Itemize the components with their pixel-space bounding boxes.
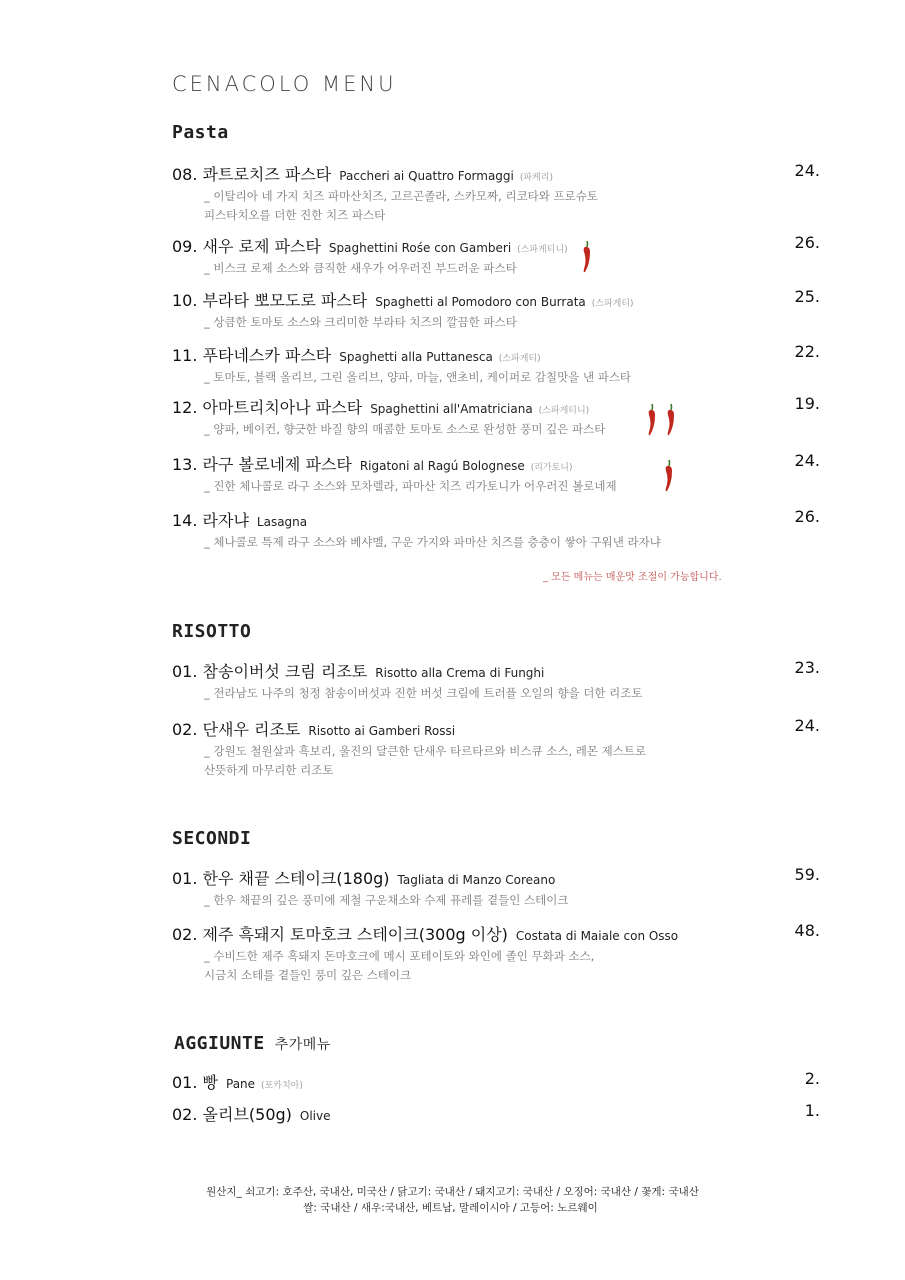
item-name-ko: 09. 새우 로제 파스타: [172, 237, 321, 256]
item-description: _ 진한 체나콜로 라구 소스와 모차렐라, 파마산 치즈 리가토니가 어우러진 볼로네제: [204, 479, 617, 493]
item-description: _ 양파, 베이컨, 향긋한 바질 향의 매콤한 토마토 소스로 완성한 풍미 깊은 파스타: [204, 422, 606, 436]
item-name-it: Rigatoni al Ragú Bolognese: [359, 459, 525, 473]
item-price: 19.: [794, 394, 820, 413]
item-price: 24.: [794, 716, 820, 735]
item-description: _ 상큼한 토마토 소스와 크리미한 부라타 치즈의 깔끔한 파스타: [204, 315, 517, 329]
section-title-pasta: Pasta: [172, 122, 229, 143]
item-name-ko: 02. 단새우 리조토: [172, 720, 301, 739]
menu-item: [172, 394, 822, 439]
item-name-it: Lasagna: [256, 515, 308, 529]
item-name-ko: 02. 올리브(50g): [172, 1105, 292, 1124]
item-description: _ 이탈리아 네 가지 치즈 파마산치즈, 고르곤졸라, 스카모짜, 리코타와 프로슈토 피스타치오를 더한 진한 치즈 파스타: [204, 189, 598, 222]
item-name-it: Risotto ai Gamberi Rossi: [308, 724, 456, 738]
item-hint: (스파게티니): [517, 245, 568, 255]
item-name-ko: 10. 부라타 뽀모도로 파스타: [172, 291, 368, 310]
item-price: 59.: [794, 865, 820, 884]
item-price: 26.: [794, 233, 820, 252]
item-name-ko: 01. 한우 채끝 스테이크(180g): [172, 869, 390, 888]
menu-item: [172, 287, 822, 332]
menu-item: [172, 658, 822, 703]
item-price: 22.: [794, 342, 820, 361]
section-title-aggiunte: [174, 1033, 331, 1054]
menu-item: [172, 451, 822, 496]
item-description: _ 한우 채끝의 깊은 풍미에 제철 구운채소와 수제 퓨레를 곁들인 스테이크: [204, 893, 569, 907]
item-name-ko: 08. 콰트로치즈 파스타: [172, 165, 332, 184]
item-price: 48.: [794, 921, 820, 940]
item-name-it: Risotto alla Crema di Funghi: [375, 666, 545, 680]
item-hint: (파케리): [519, 173, 553, 183]
item-price: 23.: [794, 658, 820, 677]
item-hint: (스파게티): [591, 299, 634, 309]
item-hint: (포카치아): [261, 1081, 303, 1091]
item-name-it: Spaghettini all'Amatriciana: [370, 402, 533, 416]
item-name-it: Spaghetti alla Puttanesca: [339, 350, 493, 364]
item-name-ko: 14. 라자냐: [172, 511, 249, 530]
spice-note: _ 모든 메뉴는 매운맛 조절이 가능합니다.: [543, 572, 722, 583]
section-title-risotto: RISOTTO: [172, 621, 252, 642]
item-name-it: Spaghetti al Pomodoro con Burrata: [375, 295, 586, 309]
item-name-it: Paccheri ai Quattro Formaggi: [339, 169, 514, 183]
item-name-ko: 13. 라구 볼로네제 파스타: [172, 455, 352, 474]
chili-pepper-icon: [666, 403, 676, 437]
item-name-ko: 01. 참송이버섯 크림 리조토: [172, 662, 368, 681]
item-price: 1.: [804, 1101, 820, 1120]
menu-item: [172, 1069, 822, 1094]
menu-item: [172, 1101, 822, 1126]
item-price: 25.: [794, 287, 820, 306]
item-description: _ 강원도 철원살과 흑보리, 울진의 달큰한 단새우 타르타르와 비스큐 소스, 레몬 제스트로 산뜻하게 마무리한 리조토: [204, 744, 647, 777]
item-price: 26.: [794, 507, 820, 526]
item-name-it: Spaghettini Rośe con Gamberi: [328, 241, 512, 255]
section-title-aggiunte-ko: 추가메뉴: [274, 1037, 331, 1053]
item-hint: (스파게티): [498, 354, 541, 364]
item-description: _ 수비드한 제주 흑돼지 돈마호크에 메시 포테이토와 와인에 졸인 무화과 소스, 시금치 소테를 곁들인 풍미 깊은 스테이크: [204, 949, 595, 982]
item-price: 24.: [794, 451, 820, 470]
item-price: 2.: [804, 1069, 820, 1088]
menu-item: [172, 342, 822, 387]
origin-info: [0, 1184, 905, 1216]
section-title-secondi: SECONDI: [172, 828, 252, 849]
origin-line-2: 쌀: 국내산 / 새우:국내산, 베트남, 말레이시아 / 고등어: 노르웨이: [303, 1202, 598, 1214]
menu-item: [172, 865, 822, 910]
chili-pepper-icon: [664, 459, 674, 493]
menu-brand-title: CENACOLO MENU: [172, 72, 397, 96]
menu-item: [172, 507, 822, 552]
item-hint: (리가토니): [530, 463, 573, 473]
item-description: _ 전라남도 나주의 청정 참송이버섯과 진한 버섯 크림에 트러플 오일의 향을 더한 리조토: [204, 686, 643, 700]
item-name-it: Pane: [226, 1077, 256, 1091]
origin-line-1: 원산지_ 쇠고기: 호주산, 국내산, 미국산 / 닭고기: 국내산 / 돼지고기: 국내산 / 오징어: 국내산 / 꽃게: 국내산: [206, 1186, 699, 1198]
chili-pepper-icon: [647, 403, 657, 437]
item-name-it: Olive: [299, 1109, 331, 1123]
item-name-ko: 01. 빵: [172, 1073, 218, 1092]
menu-item: [172, 716, 822, 780]
item-name-ko: 12. 아마트리치아나 파스타: [172, 398, 363, 417]
menu-item: [172, 161, 822, 225]
item-description: _ 체나콜로 특제 라구 소스와 베샤멜, 구운 가지와 파마산 치즈를 층층이 쌓아 구워낸 라자냐: [204, 535, 661, 549]
menu-item: [172, 921, 822, 985]
menu-item: [172, 233, 822, 278]
item-name-it: Costata di Maiale con Osso: [515, 929, 679, 943]
item-price: 24.: [794, 161, 820, 180]
item-name-ko: 02. 제주 흑돼지 토마호크 스테이크(300g 이상): [172, 925, 508, 944]
item-hint: (스파게티니): [538, 406, 590, 416]
item-name-it: Tagliata di Manzo Coreano: [397, 873, 556, 887]
section-title-aggiunte-it: AGGIUNTE: [174, 1033, 265, 1054]
chili-pepper-icon: [582, 240, 592, 274]
item-description: _ 토마토, 블랙 올리브, 그린 올리브, 양파, 마늘, 앤초비, 케이퍼로 감칠맛을 낸 파스타: [204, 370, 632, 384]
item-description: _ 비스크 로제 소스와 큼직한 새우가 어우러진 부드러운 파스타: [204, 261, 517, 275]
item-name-ko: 11. 푸타네스카 파스타: [172, 346, 332, 365]
